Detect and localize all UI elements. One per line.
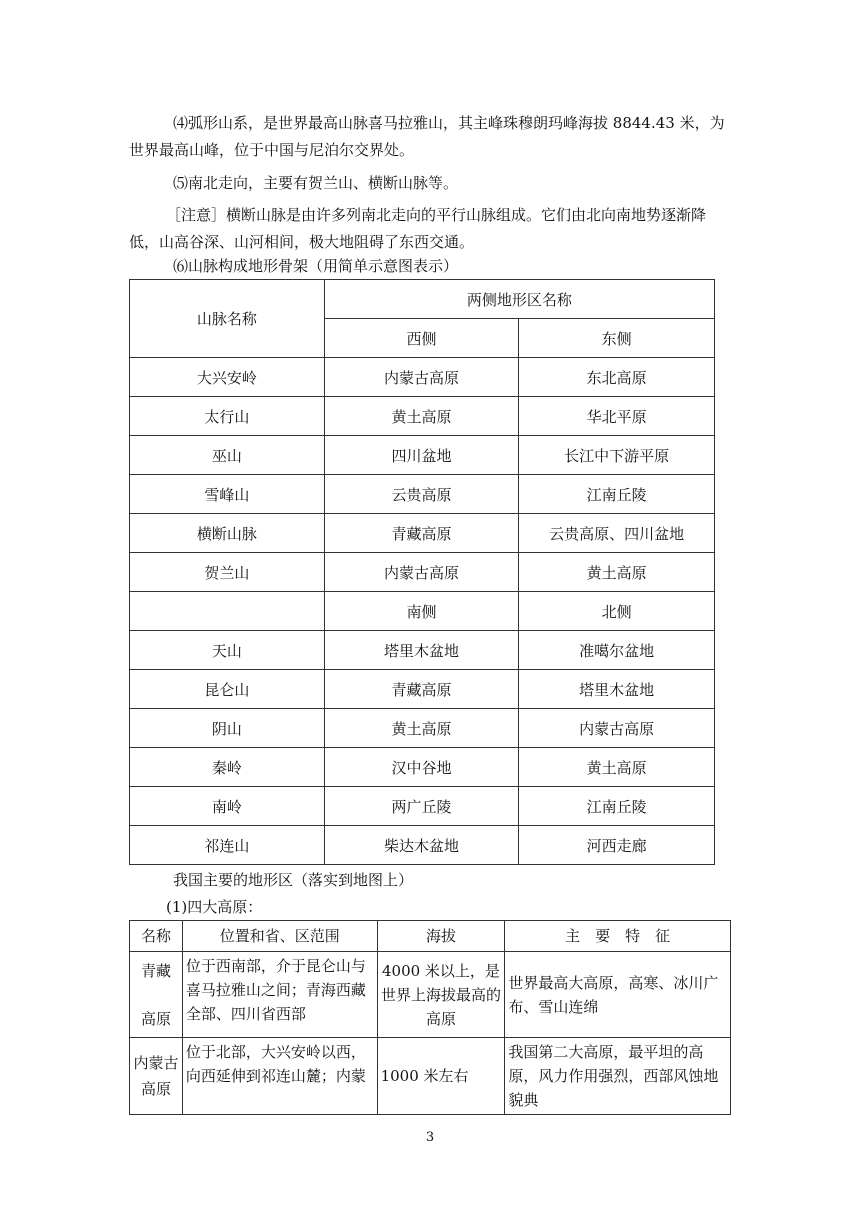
cell-side-b: 东北高原 bbox=[519, 358, 715, 397]
cell-side-a: 青藏高原 bbox=[324, 670, 519, 709]
cell-side-a: 内蒙古高原 bbox=[324, 553, 519, 592]
header-location: 位置和省、区范围 bbox=[182, 921, 377, 952]
paragraph-mountain-frame: ⑹山脉构成地形骨架（用简单示意图表示） bbox=[173, 257, 459, 275]
cell-side-b: 塔里木盆地 bbox=[519, 670, 715, 709]
cell-side-a: 汉中谷地 bbox=[324, 748, 519, 787]
plateau-name-part2: 高原 bbox=[140, 1009, 171, 1028]
cell-side-b: 内蒙古高原 bbox=[519, 709, 715, 748]
paragraph-arc-mountains-line2: 世界最高山峰，位于中国与尼泊尔交界处。 bbox=[129, 141, 415, 159]
cell-features: 世界最高大高原，高寒、冰川广布、雪山连绵 bbox=[505, 952, 731, 1038]
cell-side-b: 黄土高原 bbox=[519, 553, 715, 592]
table-row bbox=[130, 952, 731, 1038]
cell-side-b: 江南丘陵 bbox=[519, 787, 715, 826]
cell-side-b: 江南丘陵 bbox=[519, 475, 715, 514]
cell-location: 位于西南部，介于昆仑山与喜马拉雅山之间；青海西藏全部、四川省西部 bbox=[182, 952, 377, 1038]
plateau-name-part1: 青藏 bbox=[140, 961, 171, 980]
table-row bbox=[130, 592, 715, 631]
cell-mountain: 贺兰山 bbox=[130, 553, 325, 592]
header-south: 南侧 bbox=[324, 592, 519, 631]
paragraph-note-line1: ［注意］横断山脉是由许多列南北走向的平行山脉组成。它们由北向南地势逐渐降 bbox=[166, 206, 707, 224]
cell-mountain: 雪峰山 bbox=[130, 475, 325, 514]
cell-side-a: 两广丘陵 bbox=[324, 787, 519, 826]
table-row bbox=[130, 358, 715, 397]
cell-plateau-name bbox=[130, 952, 183, 1038]
plateau-name-part1: 内蒙古 bbox=[133, 1054, 179, 1072]
cell-side-b: 黄土高原 bbox=[519, 748, 715, 787]
header-name: 名称 bbox=[130, 921, 183, 952]
header-north: 北侧 bbox=[519, 592, 715, 631]
paragraph-arc-mountains-line1: ⑷弧形山系，是世界最高山脉喜马拉雅山，其主峰珠穆朗玛峰海拔 8844.43 米，为 bbox=[173, 114, 725, 132]
cell-mountain: 天山 bbox=[130, 631, 325, 670]
cell-empty bbox=[130, 592, 325, 631]
cell-mountain: 横断山脉 bbox=[130, 514, 325, 553]
cell-mountain: 大兴安岭 bbox=[130, 358, 325, 397]
cell-side-b: 长江中下游平原 bbox=[519, 436, 715, 475]
paragraph-note-line2: 低，山高谷深、山河相间，极大地阻碍了东西交通。 bbox=[129, 233, 475, 251]
cell-features: 我国第二大高原，最平坦的高原，风力作用强烈，西部风蚀地貌典 bbox=[505, 1038, 731, 1115]
mountain-table bbox=[129, 279, 715, 865]
table-row bbox=[130, 553, 715, 592]
header-altitude: 海拔 bbox=[377, 921, 505, 952]
cell-side-a: 黄土高原 bbox=[324, 709, 519, 748]
cell-side-a: 云贵高原 bbox=[324, 475, 519, 514]
cell-mountain: 太行山 bbox=[130, 397, 325, 436]
cell-mountain: 祁连山 bbox=[130, 826, 325, 865]
table-row bbox=[130, 670, 715, 709]
page-number: 3 bbox=[425, 1130, 435, 1145]
plateau-table bbox=[129, 920, 731, 1115]
cell-side-a: 四川盆地 bbox=[324, 436, 519, 475]
cell-plateau-name bbox=[130, 1038, 183, 1115]
table-row bbox=[130, 709, 715, 748]
table-row bbox=[130, 787, 715, 826]
cell-side-a: 内蒙古高原 bbox=[324, 358, 519, 397]
cell-side-a: 柴达木盆地 bbox=[324, 826, 519, 865]
table-row bbox=[130, 1038, 731, 1115]
cell-mountain: 阴山 bbox=[130, 709, 325, 748]
paragraph-north-south: ⑸南北走向，主要有贺兰山、横断山脉等。 bbox=[173, 174, 459, 192]
header-features: 主 要 特 征 bbox=[505, 921, 731, 952]
cell-altitude: 1000 米左右 bbox=[377, 1038, 505, 1115]
cell-mountain: 南岭 bbox=[130, 787, 325, 826]
cell-side-b: 华北平原 bbox=[519, 397, 715, 436]
table-row bbox=[130, 514, 715, 553]
cell-mountain: 巫山 bbox=[130, 436, 325, 475]
header-regions: 两侧地形区名称 bbox=[324, 280, 714, 319]
table-row bbox=[130, 748, 715, 787]
cell-location: 位于北部，大兴安岭以西，向西延伸到祁连山麓；内蒙 bbox=[182, 1038, 377, 1115]
cell-side-a: 青藏高原 bbox=[324, 514, 519, 553]
header-east: 东侧 bbox=[519, 319, 715, 358]
cell-side-b: 准噶尔盆地 bbox=[519, 631, 715, 670]
paragraph-main-regions: 我国主要的地形区（落实到地图上） bbox=[173, 871, 414, 889]
cell-side-a: 黄土高原 bbox=[324, 397, 519, 436]
header-mountain-name: 山脉名称 bbox=[130, 280, 325, 358]
table-row bbox=[130, 921, 731, 952]
cell-altitude: 4000 米以上，是世界上海拔最高的高原 bbox=[377, 952, 505, 1038]
paragraph-four-plateaus: (1)四大高原： bbox=[166, 898, 263, 916]
cell-mountain: 秦岭 bbox=[130, 748, 325, 787]
table-row bbox=[130, 280, 715, 319]
cell-side-b: 河西走廊 bbox=[519, 826, 715, 865]
cell-side-b: 云贵高原、四川盆地 bbox=[519, 514, 715, 553]
table-row bbox=[130, 631, 715, 670]
table-row bbox=[130, 826, 715, 865]
table-row bbox=[130, 475, 715, 514]
table-row bbox=[130, 397, 715, 436]
table-row bbox=[130, 436, 715, 475]
plateau-name-part2: 高原 bbox=[140, 1080, 171, 1098]
cell-mountain: 昆仑山 bbox=[130, 670, 325, 709]
cell-side-a: 塔里木盆地 bbox=[324, 631, 519, 670]
header-west: 西侧 bbox=[324, 319, 519, 358]
